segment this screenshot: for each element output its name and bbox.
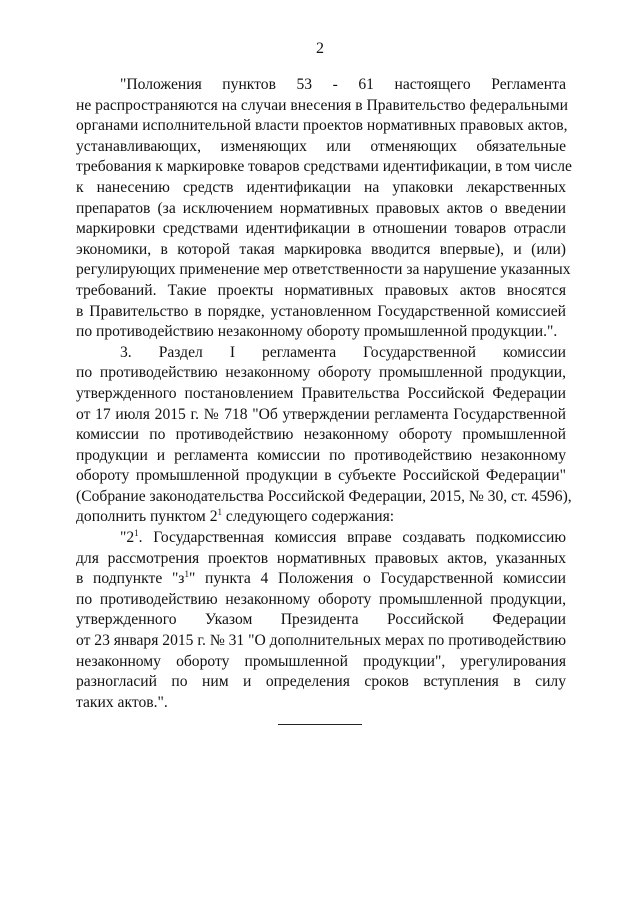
text-line: препаратов (за исключением нормативных правовых актов о введении <box>76 199 566 217</box>
text-line: органами исполнительной власти проектов нормативных правовых актов, <box>76 117 568 135</box>
text-line: разногласий по ним и определения сроков вступления в силу <box>76 673 566 691</box>
end-divider <box>278 724 362 725</box>
superscript: 1 <box>134 528 139 539</box>
text-line: комиссии по противодействию незаконному обороту промышленной <box>76 426 566 444</box>
page-number: 2 <box>316 40 324 57</box>
text-line: утвержденного Указом Президента Российской Федерации <box>76 611 566 629</box>
text-line <box>76 528 566 549</box>
text-line <box>76 507 566 528</box>
paragraph-3 <box>76 528 566 713</box>
text-line: продукции и регламента комиссии по противодействию незаконному <box>76 446 566 464</box>
text-fragment: следующего содержания: <box>222 508 395 526</box>
text-line <box>76 569 566 590</box>
text-line: незаконному обороту промышленной продукции", урегулирования <box>76 652 566 670</box>
text-fragment: " пункта 4 Положения о Государственной комиссии <box>188 570 566 588</box>
text-line: к нанесению средств идентификации на упаковки лекарственных <box>76 178 566 196</box>
text-line: по противодействию незаконному обороту промышленной продукции.". <box>76 323 558 341</box>
text-line: от 17 июля 2015 г. № 718 "Об утверждении регламента Государственной <box>76 405 566 423</box>
text-line: (Собрание законодательства Российской Федерации, 2015, № 30, ст. 4596), <box>76 487 572 505</box>
text-line: устанавливающих, изменяющих или отменяющих обязательные <box>76 137 566 155</box>
text-line: по противодействию незаконному обороту промышленной продукции, <box>76 590 566 608</box>
text-line: по противодействию незаконному обороту промышленной продукции, <box>76 364 566 382</box>
text-fragment: дополнить пунктом 2 <box>76 508 218 526</box>
text-fragment: в подпункте "з <box>76 570 185 588</box>
text-line: в Правительство в порядке, установленном Государственной комиссией <box>76 302 566 320</box>
text-line: требования к маркировке товаров средствами идентификации, в том числе <box>76 158 572 176</box>
text-line: экономики, в которой такая маркировка вводится впервые), и (или) <box>76 240 566 258</box>
document-body <box>76 75 572 713</box>
text-line: регулирующих применение мер ответственности за нарушение указанных <box>76 261 571 279</box>
text-line: 3. Раздел I регламента Государственной комиссии <box>120 343 566 361</box>
superscript: 1 <box>184 569 189 580</box>
text-line: "Положения пунктов 53 - 61 настоящего Регламента <box>120 76 566 93</box>
text-line: от 23 января 2015 г. № 31 "О дополнительных мерах по противодействию <box>76 632 566 650</box>
text-line: для рассмотрения проектов нормативных правовых актов, указанных <box>76 549 566 567</box>
text-fragment: "2 <box>120 529 135 547</box>
text-line: утвержденного постановлением Правительства Российской Федерации <box>76 384 566 402</box>
paragraph-1 <box>76 75 572 343</box>
paragraph-2 <box>76 343 572 528</box>
text-line: требований. Такие проекты нормативных правовых актов вносятся <box>76 281 566 299</box>
text-line: таких актов.". <box>76 693 168 711</box>
text-fragment: . Государственная комиссия вправе создавать подкомиссию <box>138 529 566 547</box>
text-line: обороту промышленной продукции в субъекте Российской Федерации" <box>76 467 566 485</box>
text-line: не распространяются на случаи внесения в Правительство федеральными <box>76 96 568 114</box>
superscript: 1 <box>217 507 222 518</box>
text-line: маркировки средствами идентификации в отношении товаров отрасли <box>76 220 566 238</box>
